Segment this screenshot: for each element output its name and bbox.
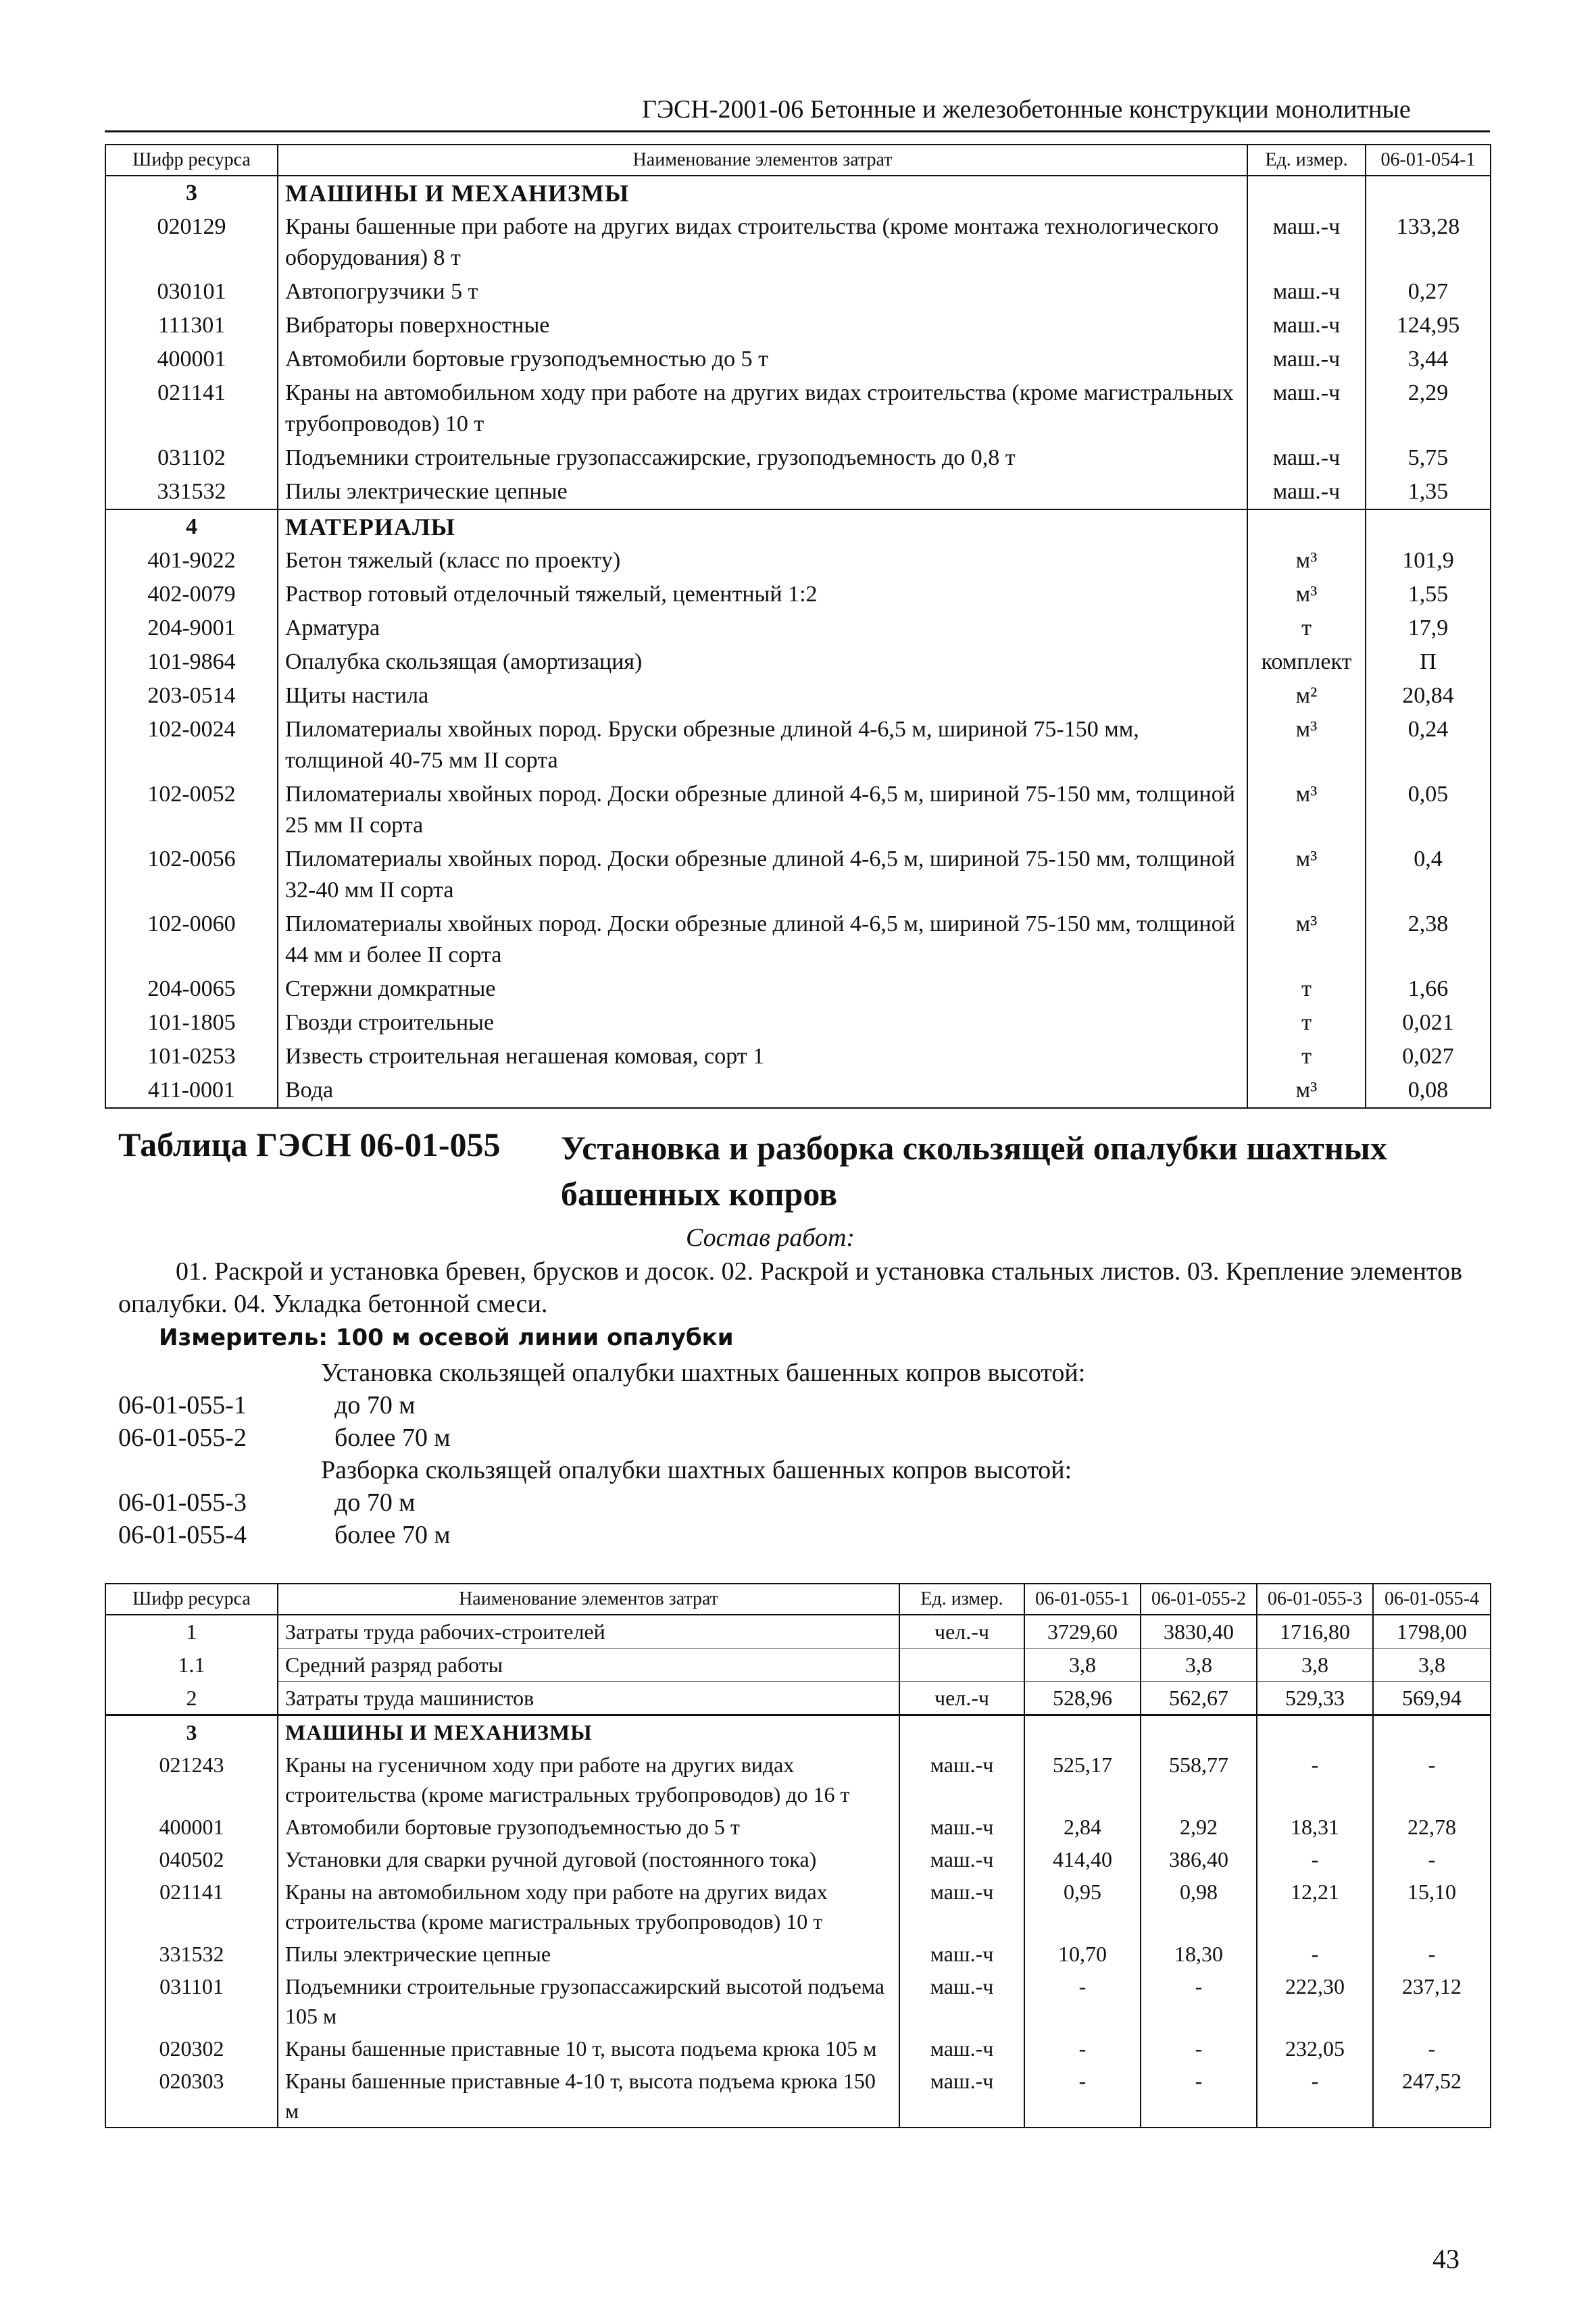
cell-value: - [1257, 1749, 1373, 1811]
cell-unit: м³ [1247, 907, 1366, 972]
cell-value: - [1141, 2032, 1257, 2065]
cell-code: 040502 [105, 1843, 278, 1876]
cell-value: 18,30 [1141, 1938, 1257, 1970]
cell-value: 3830,40 [1141, 1615, 1257, 1649]
section-title: МАШИНЫ И МЕХАНИЗМЫ [278, 1715, 899, 1749]
cell-name: Пиломатериалы хвойных пород. Доски обрезные длиной 4-6,5 м, шириной 75-150 мм, толщиной 32-40 мм II сорта [278, 842, 1247, 907]
col-header-variant: 06-01-055-3 [1257, 1584, 1373, 1615]
cell-code: 203-0514 [105, 679, 278, 713]
cell-name: Установки для сварки ручной дуговой (постоянного тока) [278, 1843, 899, 1876]
cell-unit [899, 1715, 1024, 1749]
table-title: Установка и разборка скользящей опалубки шахтных башенных копров [561, 1129, 1387, 1213]
cell-value: 222,30 [1257, 1970, 1373, 2032]
header-rule [105, 130, 1490, 132]
cell-name: Вода [278, 1074, 1247, 1108]
cell-unit: м³ [1247, 1074, 1366, 1108]
col-header-variant: 06-01-055-4 [1373, 1584, 1491, 1615]
cell-code: 402-0079 [105, 578, 278, 611]
table-row [105, 1006, 1491, 1040]
cell-value: 386,40 [1141, 1843, 1257, 1876]
cell-unit: чел.-ч [899, 1615, 1024, 1649]
cell-value [1366, 176, 1491, 210]
cell-name: Стержни домкратные [278, 972, 1247, 1006]
cell-value: 0,24 [1366, 713, 1491, 778]
cell-value [1373, 1715, 1491, 1749]
table-row [105, 1074, 1491, 1108]
cell-code: 1 [105, 1615, 278, 1649]
table-label: Таблица ГЭСН 06-01-055 [118, 1126, 501, 1163]
cell-value: 2,84 [1024, 1811, 1141, 1843]
cell-value: 10,70 [1024, 1938, 1141, 1970]
cell-value: - [1373, 2032, 1491, 2065]
variant-code: 06-01-055-2 [118, 1424, 247, 1452]
variant-text: до 70 м [334, 1391, 416, 1419]
table-row [105, 1682, 1491, 1715]
cell-unit: маш.-ч [899, 1938, 1024, 1970]
cell-value: 2,92 [1141, 1811, 1257, 1843]
table-row [105, 343, 1491, 376]
cell-value: 3,8 [1257, 1649, 1373, 1682]
cell-value: 3,44 [1366, 343, 1491, 376]
section-title: МАТЕРИАЛЫ [278, 509, 1247, 544]
cell-code: 020129 [105, 210, 278, 275]
cell-value: 1,35 [1366, 475, 1491, 509]
work-caption: Состав работ: [686, 1224, 855, 1252]
cell-value: 1,55 [1366, 578, 1491, 611]
cell-code: 031101 [105, 1970, 278, 2032]
col-header-variant: 06-01-055-2 [1141, 1584, 1257, 1615]
table-row [105, 842, 1491, 907]
table-06-01-054 [105, 144, 1491, 1109]
cell-value: 558,77 [1141, 1749, 1257, 1811]
cell-value: 562,67 [1141, 1682, 1257, 1715]
cell-name: Краны на гусеничном ходу при работе на других видах строительства (кроме магистральных трубопроводов) до 16 т [278, 1749, 899, 1811]
variant-text: более 70 м [334, 1424, 451, 1452]
cell-value: 0,27 [1366, 275, 1491, 309]
cell-unit: м³ [1247, 578, 1366, 611]
cell-value: 1798,00 [1373, 1615, 1491, 1649]
cell-code: 111301 [105, 309, 278, 343]
table-row [105, 441, 1491, 475]
variant-text: более 70 м [334, 1521, 451, 1549]
table-row [105, 778, 1491, 842]
cell-unit: м² [1247, 679, 1366, 713]
cell-code: 331532 [105, 475, 278, 509]
work-composition: 01. Раскрой и установка бревен, брусков и досок. 02. Раскрой и установка стальных листов. 03. Крепление элементов опалубки. 04. Укладка бетонной смеси. [118, 1257, 1463, 1318]
cell-name: Пилы электрические цепные [278, 475, 1247, 509]
cell-code: 401-9022 [105, 544, 278, 578]
cell-unit [899, 1649, 1024, 1682]
table-row [105, 1649, 1491, 1682]
table-row [105, 679, 1491, 713]
cell-unit: м³ [1247, 713, 1366, 778]
cell-value: 0,98 [1141, 1876, 1257, 1938]
cell-value: - [1257, 2065, 1373, 2128]
cell-code: 021141 [105, 376, 278, 441]
cell-code: 020303 [105, 2065, 278, 2128]
cell-value: 22,78 [1373, 1811, 1491, 1843]
cell-unit: маш.-ч [899, 1876, 1024, 1938]
cell-name: Пиломатериалы хвойных пород. Доски обрезные длиной 4-6,5 м, шириной 75-150 мм, толщиной 44 мм и более II сорта [278, 907, 1247, 972]
cell-value: 237,12 [1373, 1970, 1491, 2032]
section-title: МАШИНЫ И МЕХАНИЗМЫ [278, 176, 1247, 210]
table-row [105, 2065, 1491, 2128]
cell-value: 0,05 [1366, 778, 1491, 842]
cell-value: 3,8 [1373, 1649, 1491, 1682]
cell-value: 232,05 [1257, 2032, 1373, 2065]
table-row [105, 176, 1491, 210]
cell-unit: маш.-ч [899, 2032, 1024, 2065]
table-row [105, 210, 1491, 275]
cell-value: П [1366, 645, 1491, 679]
table-row [105, 972, 1491, 1006]
cell-unit: т [1247, 1006, 1366, 1040]
cell-value: 247,52 [1373, 2065, 1491, 2128]
section-code: 4 [105, 509, 278, 544]
cell-code: 102-0060 [105, 907, 278, 972]
cell-name: Краны башенные приставные 10 т, высота подъема крюка 105 м [278, 2032, 899, 2065]
cell-unit [1247, 509, 1366, 544]
table-row [105, 1843, 1491, 1876]
cell-name: Затраты труда рабочих-строителей [278, 1615, 899, 1649]
cell-unit [1247, 176, 1366, 210]
cell-code: 030101 [105, 275, 278, 309]
cell-code: 101-9864 [105, 645, 278, 679]
cell-unit: маш.-ч [1247, 210, 1366, 275]
cell-name: Затраты труда машинистов [278, 1682, 899, 1715]
cell-value: 101,9 [1366, 544, 1491, 578]
meter-line: Измеритель: 100 м осевой линии опалубки [159, 1324, 734, 1351]
cell-value: - [1373, 1843, 1491, 1876]
cell-name: Известь строительная негашеная комовая, сорт 1 [278, 1040, 1247, 1074]
table-row [105, 578, 1491, 611]
cell-value: 529,33 [1257, 1682, 1373, 1715]
cell-unit: комплект [1247, 645, 1366, 679]
cell-code: 020302 [105, 2032, 278, 2065]
section-code: 3 [105, 176, 278, 210]
table-row [105, 1749, 1491, 1811]
cell-value: - [1257, 1938, 1373, 1970]
cell-name: Пиломатериалы хвойных пород. Доски обрезные длиной 4-6,5 м, шириной 75-150 мм, толщиной 25 мм II сорта [278, 778, 1247, 842]
cell-value: 0,95 [1024, 1876, 1141, 1938]
col-header-unit: Ед. измер. [1247, 145, 1366, 176]
cell-value: - [1024, 2032, 1141, 2065]
cell-unit: т [1247, 1040, 1366, 1074]
cell-code: 102-0052 [105, 778, 278, 842]
table-row [105, 1876, 1491, 1938]
cell-value [1141, 1715, 1257, 1749]
cell-value: - [1141, 2065, 1257, 2128]
cell-name: Краны на автомобильном ходу при работе на других видах строительства (кроме магистральных трубопроводов) 10 т [278, 1876, 899, 1938]
cell-code: 101-1805 [105, 1006, 278, 1040]
install-heading: Установка скользящей опалубки шахтных башенных копров высотой: [321, 1359, 1086, 1387]
cell-value [1366, 509, 1491, 544]
section-code: 3 [105, 1715, 278, 1749]
cell-name: Бетон тяжелый (класс по проекту) [278, 544, 1247, 578]
variant-code: 06-01-055-1 [118, 1391, 247, 1419]
page-header: ГЭСН-2001-06 Бетонные и железобетонные конструкции монолитные [642, 95, 1411, 124]
cell-value: 0,08 [1366, 1074, 1491, 1108]
table-row [105, 376, 1491, 441]
page-number: 43 [1432, 2244, 1460, 2274]
cell-value: 2,38 [1366, 907, 1491, 972]
table-row [105, 475, 1491, 509]
table-row [105, 509, 1491, 544]
table-row [105, 907, 1491, 972]
cell-unit: маш.-ч [899, 1970, 1024, 2032]
table-06-01-055 [105, 1583, 1491, 2128]
table-row [105, 1715, 1491, 1749]
dismantle-heading: Разборка скользящей опалубки шахтных башенных копров высотой: [321, 1456, 1072, 1484]
table-row [105, 2032, 1491, 2065]
cell-value: 12,21 [1257, 1876, 1373, 1938]
cell-value: 17,9 [1366, 611, 1491, 645]
cell-value: - [1024, 1970, 1141, 2032]
cell-value: 0,4 [1366, 842, 1491, 907]
cell-unit: м³ [1247, 842, 1366, 907]
cell-value: 569,94 [1373, 1682, 1491, 1715]
table-header-row [105, 145, 1491, 176]
cell-name: Пилы электрические цепные [278, 1938, 899, 1970]
cell-value: 528,96 [1024, 1682, 1141, 1715]
cell-unit: маш.-ч [1247, 376, 1366, 441]
variant-code: 06-01-055-3 [118, 1488, 247, 1517]
cell-unit: м³ [1247, 544, 1366, 578]
cell-code: 1.1 [105, 1649, 278, 1682]
table-header-row [105, 1584, 1491, 1615]
cell-value: 5,75 [1366, 441, 1491, 475]
cell-value: 0,027 [1366, 1040, 1491, 1074]
cell-value: - [1024, 2065, 1141, 2128]
cell-code: 021141 [105, 1876, 278, 1938]
cell-unit: маш.-ч [1247, 441, 1366, 475]
cell-value: 525,17 [1024, 1749, 1141, 1811]
cell-unit: маш.-ч [1247, 475, 1366, 509]
variant-text: до 70 м [334, 1488, 416, 1517]
col-header-variant: 06-01-055-1 [1024, 1584, 1141, 1615]
table-row [105, 1811, 1491, 1843]
cell-value: - [1141, 1970, 1257, 2032]
cell-value: 3,8 [1141, 1649, 1257, 1682]
cell-code: 102-0024 [105, 713, 278, 778]
cell-name: Автомобили бортовые грузоподъемностью до 5 т [278, 1811, 899, 1843]
cell-value: - [1373, 1749, 1491, 1811]
cell-value: 1716,80 [1257, 1615, 1373, 1649]
cell-unit: т [1247, 611, 1366, 645]
cell-code: 400001 [105, 343, 278, 376]
cell-unit: маш.-ч [899, 2065, 1024, 2128]
cell-name: Подъемники строительные грузопассажирские, грузоподъемность до 0,8 т [278, 441, 1247, 475]
cell-code: 400001 [105, 1811, 278, 1843]
cell-unit: м³ [1247, 778, 1366, 842]
cell-unit: маш.-ч [899, 1811, 1024, 1843]
cell-value: 414,40 [1024, 1843, 1141, 1876]
table-row [105, 1615, 1491, 1649]
cell-name: Средний разряд работы [278, 1649, 899, 1682]
cell-value: 18,31 [1257, 1811, 1373, 1843]
cell-value: - [1373, 1938, 1491, 1970]
col-header-code: Шифр ресурса [105, 1584, 278, 1615]
cell-code: 411-0001 [105, 1074, 278, 1108]
table-row [105, 713, 1491, 778]
cell-code: 102-0056 [105, 842, 278, 907]
table-row [105, 1970, 1491, 2032]
cell-name: Краны на автомобильном ходу при работе на других видах строительства (кроме магистральных трубопроводов) 10 т [278, 376, 1247, 441]
table-body [105, 176, 1491, 1108]
cell-value: 1,66 [1366, 972, 1491, 1006]
table-row [105, 275, 1491, 309]
cell-name: Подъемники строительные грузопассажирский высотой подъема 105 м [278, 1970, 899, 2032]
cell-value: 2,29 [1366, 376, 1491, 441]
cell-name: Краны башенные приставные 4-10 т, высота подъема крюка 150 м [278, 2065, 899, 2128]
cell-name: Щиты настила [278, 679, 1247, 713]
table-row [105, 611, 1491, 645]
cell-name: Автопогрузчики 5 т [278, 275, 1247, 309]
table-row [105, 645, 1491, 679]
cell-code: 204-9001 [105, 611, 278, 645]
cell-value: 133,28 [1366, 210, 1491, 275]
cell-code: 021243 [105, 1749, 278, 1811]
table-body [105, 1615, 1491, 2128]
cell-value: 20,84 [1366, 679, 1491, 713]
cell-unit: маш.-ч [1247, 309, 1366, 343]
cell-value: 3,8 [1024, 1649, 1141, 1682]
table-row [105, 1040, 1491, 1074]
variant-code: 06-01-055-4 [118, 1521, 247, 1549]
cell-name: Краны башенные при работе на других видах строительства (кроме монтажа технологического оборудования) 8 т [278, 210, 1247, 275]
col-header-code: Шифр ресурса [105, 145, 278, 176]
cell-value [1024, 1715, 1141, 1749]
cell-code: 2 [105, 1682, 278, 1715]
cell-value: - [1257, 1843, 1373, 1876]
cell-code: 031102 [105, 441, 278, 475]
cell-name: Опалубка скользящая (амортизация) [278, 645, 1247, 679]
cell-code: 331532 [105, 1938, 278, 1970]
cell-name: Гвозди строительные [278, 1006, 1247, 1040]
table-row [105, 309, 1491, 343]
col-header-value: 06-01-054-1 [1366, 145, 1491, 176]
cell-value: 15,10 [1373, 1876, 1491, 1938]
table-row [105, 544, 1491, 578]
cell-code: 101-0253 [105, 1040, 278, 1074]
col-header-name: Наименование элементов затрат [278, 1584, 899, 1615]
cell-value: 3729,60 [1024, 1615, 1141, 1649]
cell-name: Автомобили бортовые грузоподъемностью до 5 т [278, 343, 1247, 376]
cell-unit: маш.-ч [899, 1749, 1024, 1811]
cell-unit: маш.-ч [1247, 343, 1366, 376]
cell-value: 124,95 [1366, 309, 1491, 343]
cell-name: Арматура [278, 611, 1247, 645]
cell-unit: маш.-ч [899, 1843, 1024, 1876]
cell-name: Раствор готовый отделочный тяжелый, цементный 1:2 [278, 578, 1247, 611]
col-header-name: Наименование элементов затрат [278, 145, 1247, 176]
cell-value [1257, 1715, 1373, 1749]
cell-unit: чел.-ч [899, 1682, 1024, 1715]
col-header-unit: Ед. измер. [899, 1584, 1024, 1615]
cell-unit: маш.-ч [1247, 275, 1366, 309]
cell-code: 204-0065 [105, 972, 278, 1006]
cell-name: Пиломатериалы хвойных пород. Бруски обрезные длиной 4-6,5 м, шириной 75-150 мм, толщиной 40-75 мм II сорта [278, 713, 1247, 778]
cell-value: 0,021 [1366, 1006, 1491, 1040]
cell-name: Вибраторы поверхностные [278, 309, 1247, 343]
table-row [105, 1938, 1491, 1970]
cell-unit: т [1247, 972, 1366, 1006]
